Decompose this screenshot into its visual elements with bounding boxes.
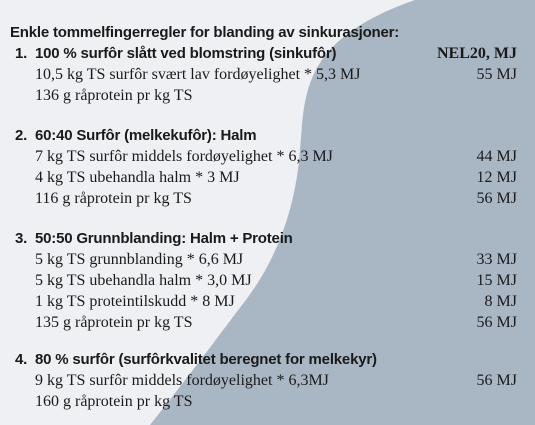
section-4-row-2 <box>0 391 535 412</box>
row-label: 116 g råprotein pr kg TS <box>35 190 192 207</box>
row-label: 135 g råprotein pr kg TS <box>35 314 193 331</box>
section-heading-text: 100 % surfôr slått ved blomstring (sinkufôr) <box>35 45 337 62</box>
panel-title: Enkle tommelfingerregler for blanding av sinkurasjoner: <box>10 24 400 41</box>
row-label: 160 g råprotein pr kg TS <box>35 393 193 410</box>
row-value: 56 MJ <box>476 372 517 389</box>
section-2-row-1 <box>0 146 535 167</box>
column-header-nel20: NEL20, MJ <box>437 45 517 62</box>
section-2-row-3 <box>0 188 535 209</box>
row-label: 7 kg TS surfôr middels fordøyelighet * 6,3 MJ <box>35 148 333 165</box>
row-label: 5 kg TS grunnblanding * 6,6 MJ <box>35 251 244 268</box>
row-value: 15 MJ <box>476 272 517 289</box>
row-value: 56 MJ <box>476 314 517 331</box>
section-4-heading <box>0 349 535 370</box>
row-label: 10,5 kg TS surfôr svært lav fordøyelighet * 5,3 MJ <box>35 66 361 83</box>
section-number: 3. <box>15 230 28 247</box>
section-3-row-4 <box>0 312 535 333</box>
section-3-heading <box>0 228 535 249</box>
section-heading-text: 80 % surfôr (surfôrkvalitet beregnet for melkekyr) <box>35 351 377 368</box>
section-1-heading <box>0 43 535 64</box>
row-value: 12 MJ <box>476 169 517 186</box>
row-value: 56 MJ <box>476 190 517 207</box>
row-label: 136 g råprotein pr kg TS <box>35 87 193 104</box>
section-3-row-2 <box>0 270 535 291</box>
section-4-row-1 <box>0 370 535 391</box>
row-label: 9 kg TS surfôr middels fordøyelighet * 6,3MJ <box>35 372 329 389</box>
row-label: 4 kg TS ubehandla halm * 3 MJ <box>35 169 240 186</box>
row-label: 1 kg TS proteintilskudd * 8 MJ <box>35 293 235 310</box>
section-number: 2. <box>15 127 28 144</box>
row-value: 33 MJ <box>476 251 517 268</box>
section-number: 4. <box>15 351 28 368</box>
row-value: 55 MJ <box>476 66 517 83</box>
section-number: 1. <box>15 45 28 62</box>
section-1-row-1 <box>0 64 535 85</box>
section-3-row-1 <box>0 249 535 270</box>
section-1-row-2 <box>0 85 535 106</box>
row-value: 44 MJ <box>476 148 517 165</box>
section-2-row-2 <box>0 167 535 188</box>
row-label: 5 kg TS ubehandla halm * 3,0 MJ <box>35 272 252 289</box>
section-2-heading <box>0 125 535 146</box>
section-3-row-3 <box>0 291 535 312</box>
section-heading-text: 60:40 Surfôr (melkekufôr): Halm <box>35 127 257 144</box>
row-value: 8 MJ <box>484 293 517 310</box>
section-heading-text: 50:50 Grunnblanding: Halm + Protein <box>35 230 293 247</box>
